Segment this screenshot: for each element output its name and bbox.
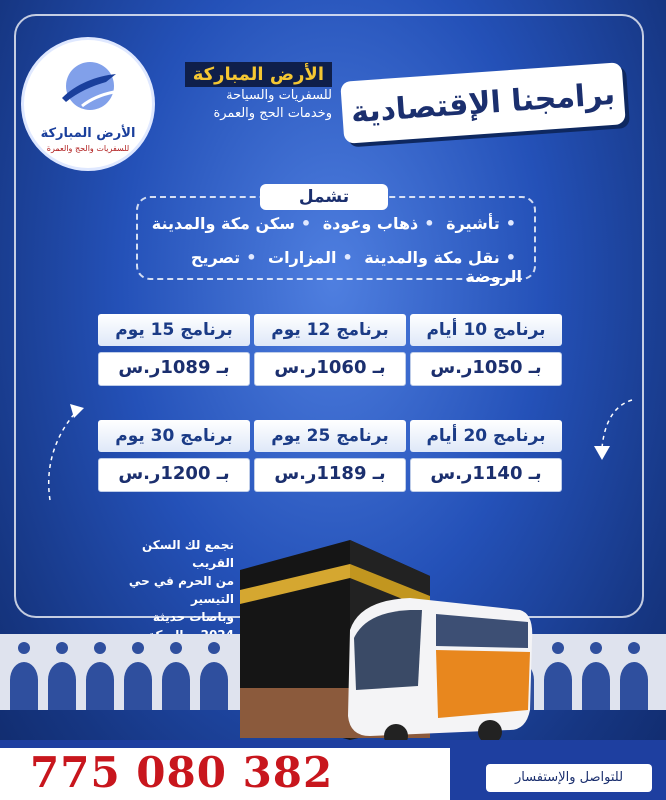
logo-subtitle: للسفريات والحج والعمرة (46, 144, 130, 153)
brand-name: الأرض المباركة (185, 62, 332, 87)
program-name: برنامج 12 يوم (254, 314, 406, 346)
plane-logo-icon (52, 56, 124, 122)
program-price: بـ 1140ر.س (410, 458, 562, 492)
bullet-icon: • (505, 248, 516, 267)
tagline-line-3: وباصات حديثة (152, 610, 234, 624)
includes-row-1 (150, 214, 522, 233)
include-item: تصريح الروضة (190, 248, 522, 286)
program-price: بـ 1060ر.س (254, 352, 406, 386)
tagline-line-2: من الحرم في حي التيسير (128, 574, 234, 606)
dashed-arrow-icon (588, 396, 648, 466)
program-name: برنامج 10 أيام (410, 314, 562, 346)
bullet-icon: • (246, 248, 257, 267)
brand-line-2: وخدمات الحج والعمرة (213, 106, 332, 121)
include-item: سكن مكة والمدينة (151, 214, 295, 233)
brand-line-1: للسفريات والسياحة (226, 88, 332, 103)
program-price: بـ 1089ر.س (98, 352, 250, 386)
includes-heading: تشمل (260, 184, 388, 210)
bullet-icon: • (505, 214, 516, 233)
program-name: برنامج 30 يوم (98, 420, 250, 452)
include-item: المزارات (268, 248, 337, 267)
bullet-icon: • (424, 214, 435, 233)
logo (24, 40, 152, 168)
brand-block (160, 62, 332, 123)
phone-number[interactable]: 775 080 382 (30, 748, 334, 797)
tagline-line-1: نجمع لك السكن القريب (141, 538, 234, 570)
program-name: برنامج 15 يوم (98, 314, 250, 346)
program-name: برنامج 20 أيام (410, 420, 562, 452)
program-name: برنامج 25 يوم (254, 420, 406, 452)
include-item: تأشيرة (446, 214, 500, 233)
bullet-icon: • (342, 248, 353, 267)
bus-image (340, 590, 540, 750)
program-price: بـ 1189ر.س (254, 458, 406, 492)
program-price: بـ 1200ر.س (98, 458, 250, 492)
logo-title: الأرض المباركة (40, 126, 136, 141)
program-price: بـ 1050ر.س (410, 352, 562, 386)
bullet-icon: • (300, 214, 312, 233)
contact-label: للتواصل والإستفسار (486, 764, 652, 792)
includes-row-2 (150, 248, 522, 286)
include-item: نقل مكة والمدينة (364, 248, 500, 267)
dashed-arrow-icon (40, 390, 100, 510)
include-item: ذهاب وعودة (322, 214, 419, 233)
programs-title: برامجنا الإقتصادية (340, 62, 626, 144)
